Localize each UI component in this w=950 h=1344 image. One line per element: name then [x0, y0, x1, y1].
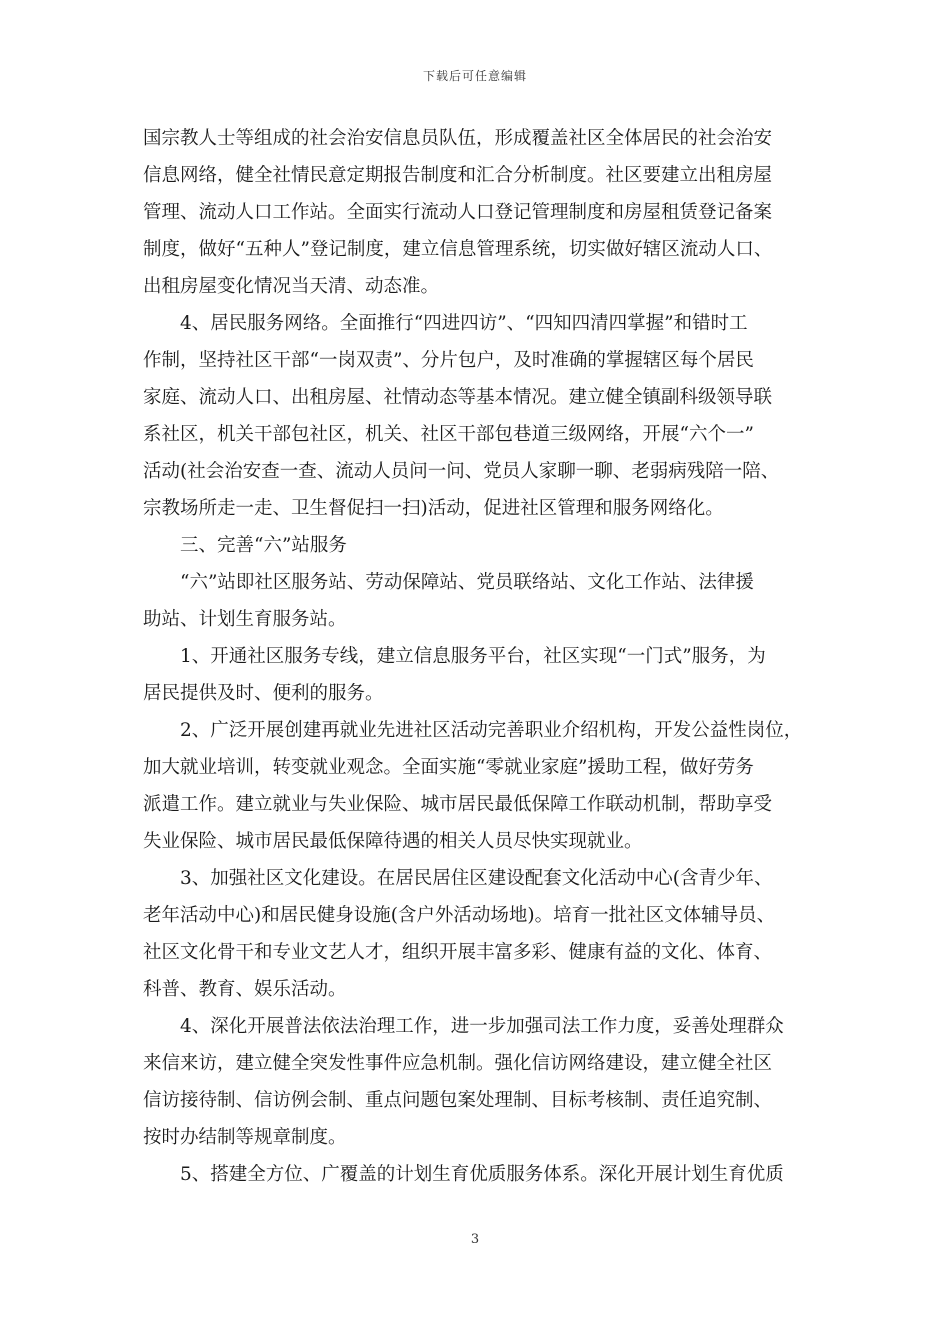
text-line: 5、搭建全方位、广覆盖的计划生育优质服务体系。深化开展计划生育优质 — [180, 1164, 784, 1185]
text-line: 三、完善“六”站服务 — [180, 535, 347, 556]
paragraph — [143, 120, 825, 305]
text-line: 制度，做好“五种人”登记制度，建立信息管理系统，切实做好辖区流动人口、 — [143, 239, 773, 260]
paragraph — [143, 1156, 825, 1193]
text-line: 加大就业培训，转变就业观念。全面实施“零就业家庭”援助工程，做好劳务 — [143, 757, 754, 778]
text-line: 管理、流动人口工作站。全面实行流动人口登记管理制度和房屋租赁登记备案 — [143, 202, 773, 223]
text-line: 4、深化开展普法依法治理工作，进一步加强司法工作力度，妥善处理群众 — [180, 1016, 784, 1037]
text-line: 信息网络，健全社情民意定期报告制度和汇合分析制度。社区要建立出租房屋 — [143, 165, 773, 186]
text-line: 按时办结制等规章制度。 — [143, 1127, 347, 1148]
text-line: 出租房屋变化情况当天清、动态准。 — [143, 276, 440, 297]
text-line: 信访接待制、信访例会制、重点问题包案处理制、目标考核制、责任追究制、 — [143, 1090, 773, 1111]
text-line: 家庭、流动人口、出租房屋、社情动态等基本情况。建立健全镇副科级领导联 — [143, 387, 773, 408]
page-number: 3 — [470, 1232, 480, 1247]
paragraph — [143, 527, 825, 564]
text-line: 失业保险、城市居民最低保障待遇的相关人员尽快实现就业。 — [143, 831, 643, 852]
text-line: 4、居民服务网络。全面推行“四进四访”、“四知四清四掌握”和错时工 — [180, 313, 748, 334]
text-line: 助站、计划生育服务站。 — [143, 609, 347, 630]
text-line: 1、开通社区服务专线，建立信息服务平台，社区实现“一门式”服务，为 — [180, 646, 766, 667]
text-line: 科普、教育、娱乐活动。 — [143, 979, 347, 1000]
paragraph — [143, 564, 825, 638]
text-line: “六”站即社区服务站、劳动保障站、党员联络站、文化工作站、法律援 — [180, 572, 754, 593]
text-line: 系社区，机关干部包社区，机关、社区干部包巷道三级网络，开展“六个一” — [143, 424, 754, 445]
text-line: 派遣工作。建立就业与失业保险、城市居民最低保障工作联动机制，帮助享受 — [143, 794, 773, 815]
text-line: 老年活动中心)和居民健身设施(含户外活动场地)。培育一批社区文体辅导员、 — [143, 905, 776, 926]
text-line: 居民提供及时、便利的服务。 — [143, 683, 384, 704]
text-line: 2、广泛开展创建再就业先进社区活动完善职业介绍机构，开发公益性岗位， — [180, 720, 803, 741]
text-line: 活动(社会治安查一查、流动人员问一问、党员人家聊一聊、老弱病残陪一陪、 — [143, 461, 780, 482]
document-body — [143, 120, 825, 1193]
paragraph — [143, 712, 825, 860]
text-line: 作制，坚持社区干部“一岗双责”、分片包户，及时准确的掌握辖区每个居民 — [143, 350, 754, 371]
text-line: 宗教场所走一走、卫生督促扫一扫)活动，促进社区管理和服务网络化。 — [143, 498, 724, 519]
paragraph — [143, 638, 825, 712]
text-line: 国宗教人士等组成的社会治安信息员队伍，形成覆盖社区全体居民的社会治安 — [143, 128, 773, 149]
text-line: 3、加强社区文化建设。在居民居住区建设配套文化活动中心(含青少年、 — [180, 868, 773, 889]
page-header: 下载后可任意编辑 — [422, 69, 527, 83]
paragraph — [143, 1008, 825, 1156]
paragraph — [143, 860, 825, 1008]
text-line: 来信来访，建立健全突发性事件应急机制。强化信访网络建设，建立健全社区 — [143, 1053, 773, 1074]
paragraph — [143, 305, 825, 527]
text-line: 社区文化骨干和专业文艺人才，组织开展丰富多彩、健康有益的文化、体育、 — [143, 942, 773, 963]
